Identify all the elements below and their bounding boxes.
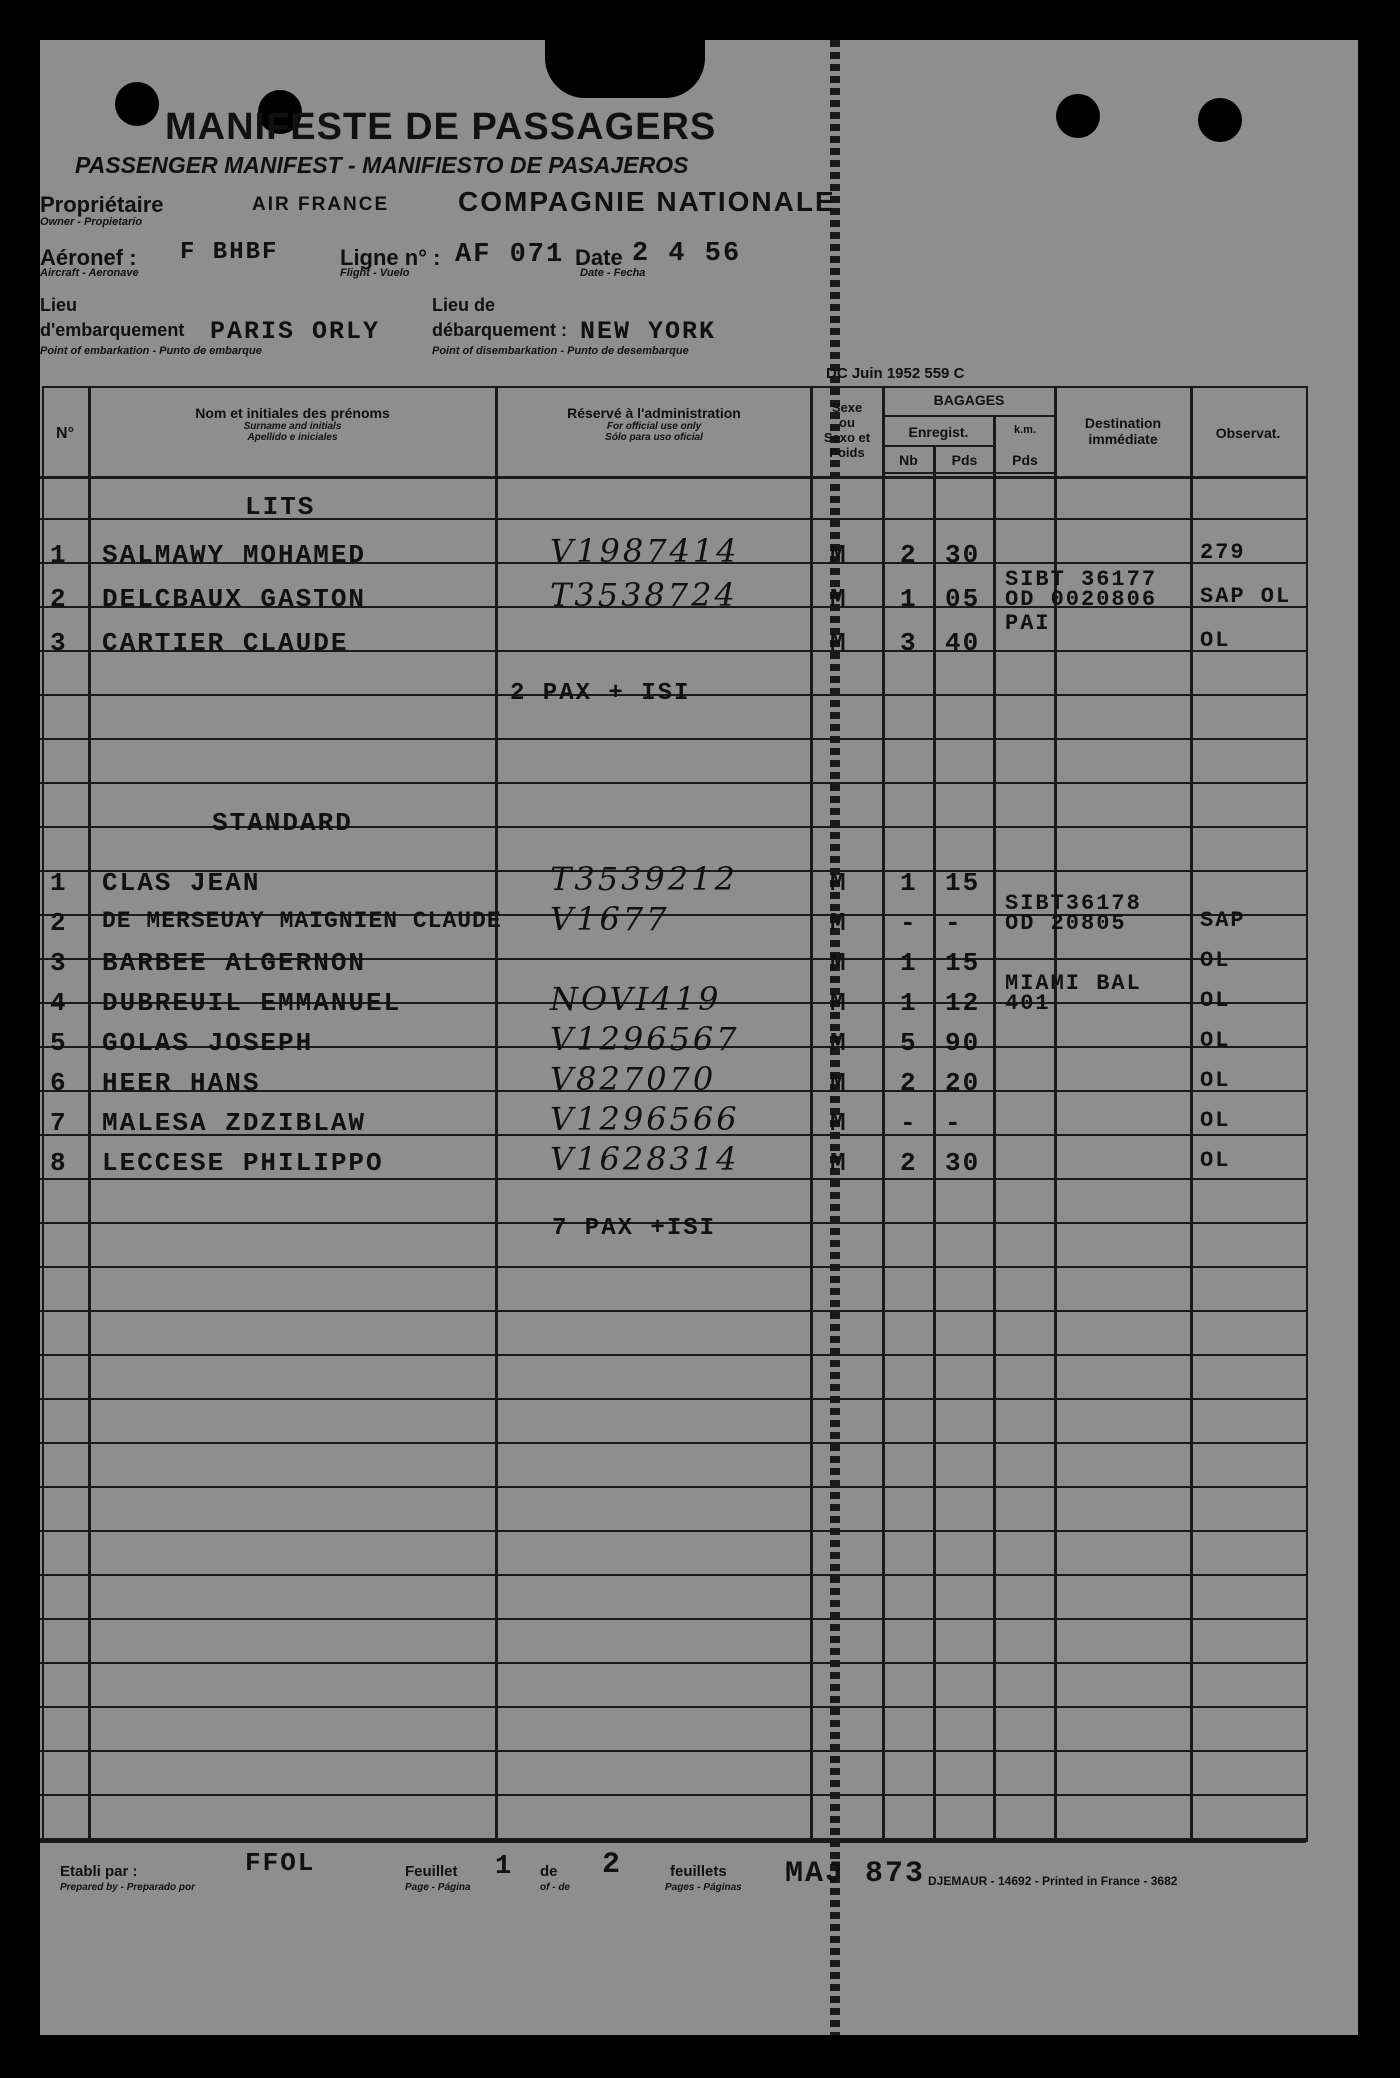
destination: PAI — [1005, 611, 1051, 636]
destination: SIBT 36177 OD 0020806 — [1005, 567, 1158, 612]
observation: OL — [1200, 1148, 1231, 1173]
col-destination-header: Destination immédiate — [1084, 415, 1162, 447]
observation: OL — [1200, 1068, 1231, 1093]
baggage-weight: 20 — [945, 1068, 981, 1098]
col-divider — [495, 386, 498, 1840]
baggage-weight: 90 — [945, 1028, 981, 1058]
table-rule — [40, 1530, 1306, 1532]
observation: OL — [1200, 1028, 1231, 1053]
owner-value: AIR FRANCE — [252, 194, 390, 215]
admin-reference: V827070 — [550, 1060, 717, 1098]
admin-reference: T3538724 — [550, 576, 738, 614]
col-divider — [882, 386, 885, 1840]
baggage-weight: - — [945, 908, 963, 938]
col-sex-header — [812, 400, 882, 460]
flight-value: AF 071 — [455, 240, 565, 270]
flight-label: Ligne n° : — [340, 245, 441, 270]
observation: OL — [1200, 948, 1231, 973]
flight-sub: Flight - Vuelo — [340, 267, 410, 279]
baggage-count: 5 — [900, 1028, 918, 1058]
passenger-name: SALMAWY MOHAMED — [102, 540, 367, 570]
row-number: 7 — [50, 1108, 68, 1138]
section-lits: LITS — [245, 492, 316, 522]
row-number: 1 — [50, 540, 68, 570]
destination: MIAMI BAL 401 — [1005, 971, 1142, 1016]
header-bottom-rule — [40, 476, 1306, 479]
row-number: 2 — [50, 908, 68, 938]
baggage-count: 2 — [900, 1148, 918, 1178]
baggage-weight: - — [945, 1108, 963, 1138]
sheet-value: 1 — [495, 1852, 514, 1882]
table-rule — [40, 1662, 1306, 1664]
passenger-name: BARBEE ALGERNON — [102, 948, 367, 978]
col-no-header: N° — [56, 425, 74, 442]
table-rule — [40, 1574, 1306, 1576]
date-label: Date — [575, 245, 623, 270]
passenger-name: HEER HANS — [102, 1068, 261, 1098]
punch-hole — [115, 82, 159, 126]
baggage-weight: 40 — [945, 628, 981, 658]
form-reference: DC Juin 1952 559 C — [826, 365, 965, 382]
passenger-sex: M — [830, 584, 848, 614]
table-rule — [40, 738, 1306, 740]
standard-total: 7 PAX +ISI — [552, 1215, 717, 1242]
table-rule — [40, 1618, 1306, 1620]
table-rule — [40, 1266, 1306, 1268]
disembark-sub: Point of disembarkation - Punto de desembarque — [432, 345, 689, 357]
pages-label: feuillets — [670, 1863, 727, 1880]
sheet-label: Feuillet — [405, 1863, 458, 1880]
disembark-value: NEW YORK — [580, 317, 717, 346]
passenger-sex: M — [830, 1148, 848, 1178]
passenger-sex: M — [830, 1068, 848, 1098]
row-number: 8 — [50, 1148, 68, 1178]
table-rule — [40, 1442, 1306, 1444]
table-rule — [40, 1310, 1306, 1312]
baggage-weight: 05 — [945, 584, 981, 614]
col-divider — [1190, 386, 1193, 1840]
printer-imprint: DJEMAUR - 14692 - Printed in France - 3682 — [928, 1874, 1178, 1888]
passenger-sex: M — [830, 1028, 848, 1058]
aircraft-value: F BHBF — [180, 239, 279, 266]
table-rule — [40, 1750, 1306, 1752]
baggage-weight: 30 — [945, 540, 981, 570]
admin-reference: V1987414 — [550, 532, 740, 570]
passenger-name: CLAS JEAN — [102, 868, 261, 898]
of-label: de — [540, 1863, 558, 1880]
admin-reference: V1628314 — [550, 1140, 740, 1178]
owner-label: Propriétaire — [40, 192, 164, 217]
col-divider — [933, 445, 936, 1840]
row-number: 1 — [50, 868, 68, 898]
admin-reference: NOVI419 — [550, 980, 722, 1018]
manifest-sheet — [40, 40, 1358, 2035]
observation: 279 — [1200, 540, 1246, 565]
header-divider — [882, 415, 1054, 417]
table-rule — [40, 518, 1306, 520]
page-title: MANIFESTE DE PASSAGERS — [165, 106, 717, 148]
embark-label-1: Lieu — [40, 295, 78, 315]
col-sex-line: Sexo et — [823, 430, 871, 445]
passenger-name: DUBREUIL EMMANUEL — [102, 988, 402, 1018]
punch-hole — [1056, 94, 1100, 138]
section-standard: STANDARD — [212, 808, 353, 838]
torn-notch — [545, 40, 705, 98]
baggage-count: - — [900, 908, 918, 938]
baggage-weight: 12 — [945, 988, 981, 1018]
passenger-sex: M — [830, 948, 848, 978]
aircraft-label: Aéronef : — [40, 245, 137, 270]
header-divider — [882, 445, 994, 447]
col-sex-line: Sexe — [831, 400, 863, 415]
baggage-count: - — [900, 1108, 918, 1138]
owner-company: COMPAGNIE NATIONALE — [458, 186, 836, 217]
baggage-count: 1 — [900, 948, 918, 978]
sheet-sub: Page - Página — [405, 1882, 471, 1893]
col-pds-header: Pds — [951, 452, 978, 468]
passenger-sex: M — [830, 540, 848, 570]
col-admin-header — [498, 405, 810, 443]
admin-reference: V1296566 — [550, 1100, 740, 1138]
prepared-sub: Prepared by - Preparado por — [60, 1882, 196, 1893]
table-rule — [40, 1794, 1306, 1796]
col-divider — [88, 386, 91, 1840]
date-value: 2 4 56 — [632, 239, 742, 269]
observation: OL — [1200, 628, 1231, 653]
stamp-number: MAJ 873 — [785, 1857, 926, 1891]
header-divider — [882, 472, 1054, 474]
row-number: 6 — [50, 1068, 68, 1098]
passenger-sex: M — [830, 628, 848, 658]
table-rule — [40, 1706, 1306, 1708]
admin-reference: V1296567 — [550, 1020, 740, 1058]
row-number: 4 — [50, 988, 68, 1018]
observation: SAP — [1200, 908, 1246, 933]
page-subtitle: PASSENGER MANIFEST - MANIFIESTO DE PASAJEROS — [75, 152, 689, 178]
col-nb-header: Nb — [899, 452, 918, 468]
row-number: 3 — [50, 948, 68, 978]
col-observations-header: Observat. — [1215, 425, 1281, 441]
table-rule — [40, 1178, 1306, 1180]
col-divider — [993, 415, 996, 1840]
passenger-name: DE MERSEUAY MAIGNIEN CLAUDE — [102, 908, 502, 934]
date-sub: Date - Fecha — [580, 267, 646, 279]
table-rule — [40, 1398, 1306, 1400]
baggage-count: 2 — [900, 540, 918, 570]
lits-total: 2 PAX + ISI — [510, 680, 691, 707]
passenger-name: MALESA ZDZIBLAW — [102, 1108, 367, 1138]
observation: OL — [1200, 1108, 1231, 1133]
baggage-count: 1 — [900, 868, 918, 898]
col-divider — [810, 386, 813, 1840]
col-name-sub: Apellido e iniciales — [247, 432, 338, 443]
disembark-label-2: débarquement : — [432, 320, 568, 340]
prepared-value: FFOL — [245, 1848, 316, 1878]
col-sex-line: Poids — [829, 445, 865, 460]
embark-sub: Point of embarkation - Punto de embarque — [40, 345, 262, 357]
table-rule — [40, 1486, 1306, 1488]
footer-rule — [40, 1840, 1306, 1843]
passenger-name: CARTIER CLAUDE — [102, 628, 349, 658]
row-number: 3 — [50, 628, 68, 658]
col-admin-sub: For official use only — [606, 421, 702, 432]
admin-reference: V1677 — [550, 900, 670, 938]
aircraft-sub: Aircraft - Aeronave — [40, 267, 139, 279]
of-value: 2 — [602, 1848, 623, 1882]
baggage-weight: 15 — [945, 868, 981, 898]
observation: SAP OL — [1200, 584, 1292, 609]
punch-hole — [1198, 98, 1242, 142]
table-rule — [40, 782, 1306, 784]
of-sub: of - de — [540, 1882, 570, 1893]
baggage-count: 3 — [900, 628, 918, 658]
passenger-sex: M — [830, 1108, 848, 1138]
col-checked-header: Enregist. — [908, 424, 969, 440]
observation: OL — [1200, 988, 1231, 1013]
passenger-sex: M — [830, 908, 848, 938]
baggage-weight: 30 — [945, 1148, 981, 1178]
passenger-name: DELCBAUX GASTON — [102, 584, 367, 614]
col-sex-line: ou — [839, 415, 855, 430]
baggage-count: 2 — [900, 1068, 918, 1098]
owner-sub: Owner - Propietario — [40, 216, 143, 228]
admin-reference: T3539212 — [550, 860, 738, 898]
passenger-name: GOLAS JOSEPH — [102, 1028, 314, 1058]
row-number: 5 — [50, 1028, 68, 1058]
col-name-header — [90, 405, 495, 443]
col-name-sub: Surname and initials — [243, 421, 342, 432]
baggage-count: 1 — [900, 584, 918, 614]
col-admin-sub: Sólo para uso oficial — [605, 432, 703, 443]
col-hand-header: k.m. — [1013, 424, 1036, 436]
col-admin-title: Réservé à l'administration — [567, 405, 741, 421]
passenger-sex: M — [830, 868, 848, 898]
prepared-label: Etabli par : — [60, 1863, 138, 1880]
col-hand-pds-header: Pds — [1012, 452, 1038, 468]
col-name-title: Nom et initiales des prénoms — [195, 405, 390, 421]
destination: SIBT36178 OD 20805 — [1005, 891, 1142, 936]
embark-value: PARIS ORLY — [210, 317, 381, 346]
baggage-count: 1 — [900, 988, 918, 1018]
passenger-sex: M — [830, 988, 848, 1018]
pages-sub: Pages - Páginas — [665, 1882, 742, 1893]
row-number: 2 — [50, 584, 68, 614]
passenger-name: LECCESE PHILIPPO — [102, 1148, 384, 1178]
table-rule — [40, 1354, 1306, 1356]
baggage-weight: 15 — [945, 948, 981, 978]
col-baggage-header: BAGAGES — [933, 392, 1005, 408]
embark-label-2: d'embarquement — [40, 320, 185, 340]
disembark-label-1: Lieu de — [432, 295, 496, 315]
